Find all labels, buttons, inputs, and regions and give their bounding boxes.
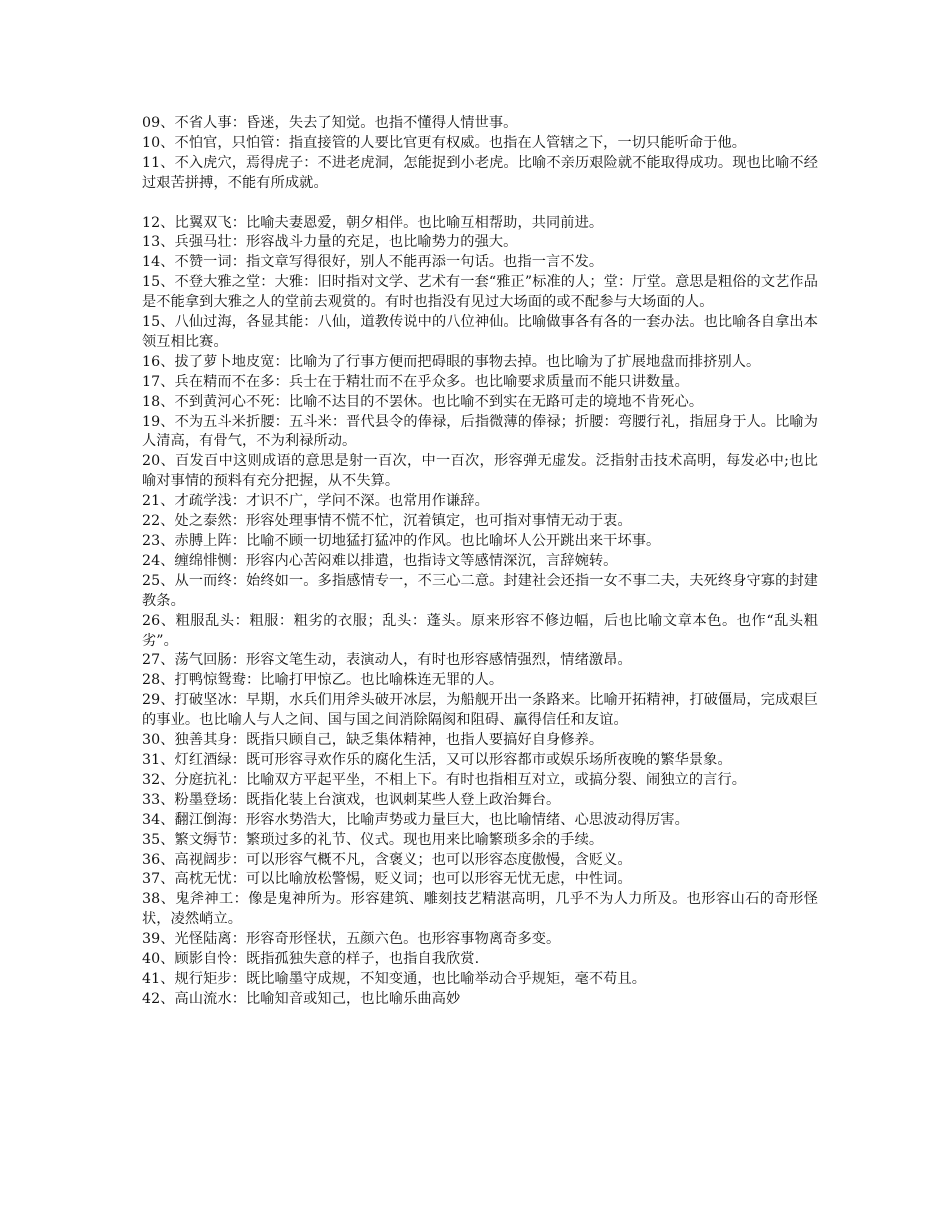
- idiom-entry-10: 10、不怕官，只怕管：指直接管的人要比官更有权威。也指在人管辖之下，一切只能听命于他。: [142, 134, 747, 151]
- idiom-entry-15a: 15、不登大雅之堂：大雅：旧时指对文学、艺术有一套“雅正”标准的人；堂：厅堂。意思是粗俗的文艺作品是不能拿到大雅之人的堂前去观赏的。有时也指没有见过大场面的或不配参与大场面的人。: [142, 274, 818, 311]
- idiom-entry-12: 12、比翼双飞：比喻夫妻恩爱，朝夕相伴。也比喻互相帮助，共同前进。: [142, 214, 604, 231]
- idiom-entry-30: 30、独善其身：既指只顾自己，缺乏集体精神，也指人要搞好自身修养。: [142, 732, 604, 749]
- idiom-entry-17: 17、兵在精而不在多：兵士在于精壮而不在乎众多。也比喻要求质量而不能只讲数量。: [142, 373, 689, 390]
- idiom-entry-16: 16、拔了萝卜地皮宽：比喻为了行事方便而把碍眼的事物去掉。也比喻为了扩展地盘而排挤别人。: [142, 353, 761, 370]
- idiom-entry-18: 18、不到黄河心不死：比喻不达目的不罢休。也比喻不到实在无路可走的境地不肯死心。: [142, 393, 704, 410]
- idiom-entry-24: 24、缠绵悱恻：形容内心苦闷难以排遣，也指诗文等感情深沉，言辞婉转。: [142, 552, 618, 569]
- idiom-entry-37: 37、高枕无忧：可以比喻放松警惕，贬义词；也可以形容无忧无虑，中性词。: [142, 871, 632, 888]
- idiom-entry-19: 19、不为五斗米折腰：五斗米：晋代县令的俸禄，后指微薄的俸禄；折腰：弯腰行礼，指屈身于人。比喻为人清高，有骨气，不为利禄所动。: [142, 413, 818, 450]
- idiom-entry-32: 32、分庭抗礼：比喻双方平起平坐，不相上下。有时也指相互对立，或搞分裂、闹独立的言行。: [142, 771, 747, 788]
- idiom-entry-13: 13、兵强马壮：形容战斗力量的充足，也比喻势力的强大。: [142, 234, 518, 251]
- document-body: [142, 114, 818, 1010]
- idiom-entry-36: 36、高视阔步：可以形容气概不凡，含褒义；也可以形容态度傲慢，含贬义。: [142, 851, 632, 868]
- idiom-entry-40: 40、顾影自怜：既指孤独失意的样子，也指自我欣赏.: [142, 951, 480, 968]
- idiom-entry-41: 41、规行矩步：既比喻墨守成规，不知变通，也比喻举动合乎规矩，毫不苟且。: [142, 970, 647, 987]
- idiom-entry-33: 33、粉墨登场：既指化装上台演戏，也讽刺某些人登上政治舞台。: [142, 791, 561, 808]
- blank-line: [142, 194, 818, 214]
- idiom-entry-39: 39、光怪陆离：形容奇形怪状，五颜六色。也形容事物离奇多变。: [142, 931, 561, 948]
- idiom-entry-31: 31、灯红酒绿：既可形容寻欢作乐的腐化生活，又可以形容都市或娱乐场所夜晚的繁华景象。: [142, 751, 732, 768]
- idiom-entry-38: 38、鬼斧神工：像是鬼神所为。形容建筑、雕刻技艺精湛高明，几乎不为人力所及。也形容山石的奇形怪状，凌然峭立。: [142, 891, 818, 928]
- idiom-entry-35: 35、繁文缛节：繁琐过多的礼节、仪式。现也用来比喻繁琐多余的手续。: [142, 831, 604, 848]
- idiom-entry-14: 14、不赞一词：指文章写得很好，别人不能再添一句话。也指一言不发。: [142, 254, 604, 271]
- idiom-entry-28: 28、打鸭惊鸳鸯：比喻打甲惊乙。也比喻株连无罪的人。: [142, 672, 504, 689]
- idiom-entry-15b: 15、八仙过海，各显其能：八仙，道教传说中的八位神仙。比喻做事各有各的一套办法。也比喻各自拿出本领互相比赛。: [142, 314, 818, 350]
- idiom-entry-22: 22、处之泰然：形容处理事情不慌不忙，沉着镇定，也可指对事情无动于衷。: [142, 513, 632, 530]
- idiom-entry-34: 34、翻江倒海：形容水势浩大，比喻声势或力量巨大，也比喻情绪、心思波动得厉害。: [142, 811, 689, 828]
- idiom-entry-25: 25、从一而终：始终如一。多指感情专一，不三心二意。封建社会还指一女不事二夫，夫死终身守寡的封建教条。: [142, 572, 818, 609]
- idiom-entry-11: 11、不入虎穴，焉得虎子：不进老虎洞，怎能捉到小老虎。比喻不亲历艰险就不能取得成功。现也比喻不经过艰苦拼搏，不能有所成就。: [142, 154, 818, 191]
- idiom-entry-26: 26、粗服乱头：粗服：粗劣的衣服；乱头：蓬头。原来形容不修边幅，后也比喻文章本色。也作“乱头粗劣”。: [142, 612, 818, 649]
- idiom-entry-20: 20、百发百中这则成语的意思是射一百次，中一百次，形容弹无虚发。泛指射击技术高明，每发必中;也比喻对事情的预料有充分把握，从不失算。: [142, 453, 818, 490]
- idiom-entry-42: 42、高山流水：比喻知音或知己，也比喻乐曲高妙: [142, 990, 461, 1007]
- idiom-entry-09: 09、不省人事：昏迷，失去了知觉。也指不懂得人情世事。: [142, 115, 518, 131]
- idiom-entry-23: 23、赤膊上阵：比喻不顾一切地猛打猛冲的作风。也比喻坏人公开跳出来干坏事。: [142, 533, 661, 550]
- idiom-entry-21: 21、才疏学浅：才识不广，学问不深。也常用作谦辞。: [142, 493, 489, 510]
- idiom-entry-29: 29、打破坚冰：早期，水兵们用斧头破开冰层，为船舰开出一条路来。比喻开拓精神，打破僵局，完成艰巨的事业。也比喻人与人之间、国与国之间消除隔阂和阻碍、赢得信任和友谊。: [142, 692, 818, 729]
- idiom-entry-27: 27、荡气回肠：形容文笔生动，表演动人，有时也形容感情强烈，情绪激昂。: [142, 652, 632, 669]
